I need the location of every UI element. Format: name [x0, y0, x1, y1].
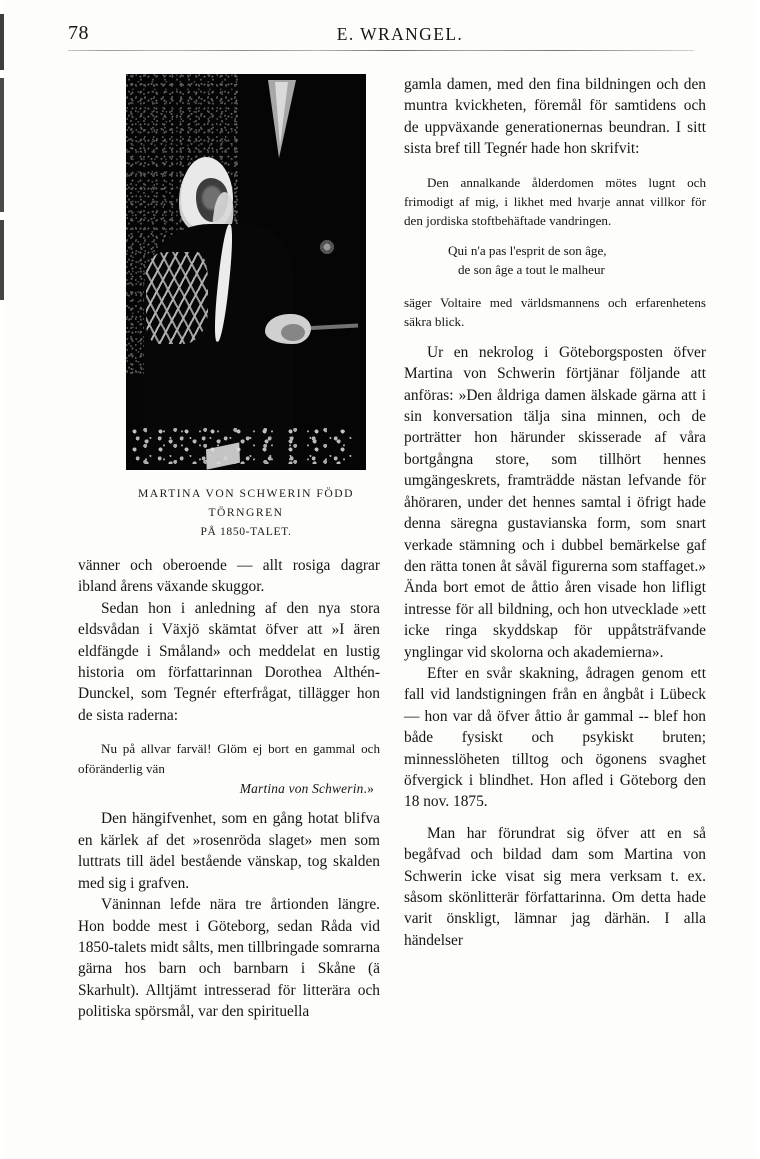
verse-quote-voltaire	[404, 241, 706, 280]
blockquote-voltaire-text: säger Voltaire med världsmannens och erfarenhetens säkra blick.	[404, 295, 706, 330]
scan-edge-left	[0, 0, 4, 1159]
photo-wall-ornament	[318, 240, 336, 254]
blockquote-alderdomen-text: Den annalkande ålderdomen mötes lugnt och frimodigt af mig, i likhet med hvarje annat villkor för den jordiska stoftbehäftade vandringen.	[404, 174, 706, 229]
paragraph-vaninnan: Väninnan lefde nära tre årtionden längre. Hon bodde mest i Göteborg, sedan Råda vid 1850-talets midt sålts, men tillbringade somrarna gärna hos barn och barnbarn i Skåne (ä Skarhult). Alltjämt intresserad för litterära och politiska spörsmål, var den spirituella	[78, 896, 380, 1021]
paragraph-nekrolog: Ur en nekrolog i Göteborgsposten öfver Martina von Schwerin förtjänar följande att anföras: »Den åldriga damen älskade gärna att i sin konversation tälja sina minnen, och de porträtter hon härunder skisserade af våra bortgångna store, som tillhört hennes umgängeskrets, framträdde nästan lefvande för åhöraren, under det hennes samtal i öfrigt hade denna säregna gustavianska form, som snart verkade stämning och i dubbel bemärkelse gaf den rätta tonen åt såväl figurerna som staffaget.» Ända bort emot de åttio åren visade hon lifligt intresse för all bildning, och hon utvecklade »ett icke ringa skyddskap för uppåtsträfvande ynglingar vid skolorna och akademierna».	[404, 343, 706, 661]
portrait-photograph	[126, 74, 366, 470]
page-number: 78	[68, 22, 89, 44]
paragraph-sedan: Sedan hon i anledning af den nya stora eldsvådan i Växjö skämtat öfver att »I ären eldfängde i Småland» och meddelat en lustig historia om författarinnan Dorothea Althén-Dunckel, som Tegnér efterfrågat, tillägger hon de sista raderna:	[78, 599, 380, 724]
photo-patterned-shawl	[146, 252, 208, 344]
spacer	[404, 332, 706, 342]
verse-line-2: de son âge a tout le malheur	[458, 262, 605, 278]
figure-caption	[126, 484, 366, 541]
figure-caption-line-1: MARTINA VON SCHWERIN FÖDD TÖRNGREN	[138, 487, 354, 519]
paragraph-hangifvenhet: Den hängifvenhet, som en gång hotat blifva en kärlek af det »rosenröda slaget» men som luttrats till ädel bestående vänskap, tog skalden med sig i grafven.	[78, 810, 380, 892]
blockquote-farval	[78, 739, 380, 798]
right-column	[404, 74, 706, 951]
left-column	[78, 74, 380, 1023]
photo-lace-tablecloth	[132, 426, 352, 464]
blockquote-alderdomen	[404, 173, 706, 231]
figure-caption-line-2: PÅ 1850-TALET.	[200, 525, 292, 538]
running-head	[68, 22, 692, 52]
verse-line-1: Qui n'a pas l'esprit de son âge,	[448, 242, 607, 258]
portrait-figure	[126, 74, 366, 541]
spacer	[404, 813, 706, 823]
blockquote-voltaire-attribution	[404, 293, 706, 332]
photo-hand-shadow	[281, 324, 305, 341]
blockquote-signature-tail: .»	[363, 781, 374, 797]
paragraph-gamla: gamla damen, med den fina bildningen och den muntra kvickheten, föremål för samtidens och de uppväxande generationernas beundran. I sitt sista bref till Tegnér hade hon skrifvit:	[404, 76, 706, 158]
running-head-title: E. WRANGEL.	[336, 24, 464, 44]
photo-curtain-highlight	[275, 82, 288, 146]
blockquote-signature	[78, 779, 380, 798]
paragraph-man: Man har förundrat sig öfver att en så begåfvad och bildad dam som Martina von Schwerin icke visat sig mera verksam t. ex. såsom skönlitterär författarinna. Om detta hade varit önskligt, lämnar jag därhän. I alla händelser	[404, 824, 706, 949]
spacer	[78, 541, 380, 555]
blockquote-signature-name: Martina von Schwerin	[239, 781, 364, 797]
blockquote-farval-text: Nu på allvar farväl! Glöm ej bort en gammal och oföränderlig vän	[78, 741, 380, 776]
spacer	[78, 798, 380, 808]
paragraph-continued: vänner och oberoende — allt rosiga dagrar ibland årens växande skuggor.	[78, 557, 380, 596]
paragraph-efter: Efter en svår skakning, ådragen genom ett fall vid landstigningen från en ångbåt i Lübeck — hon var då öfver åttio år gammal -- blef hon både fysiskt och psykiskt bruten; minnesslöheten tilltog och ögonens svaghet öfvergick i blindhet. Hon afled i Göteborg den 18 nov. 1875.	[404, 664, 706, 811]
header-rule	[68, 50, 694, 51]
